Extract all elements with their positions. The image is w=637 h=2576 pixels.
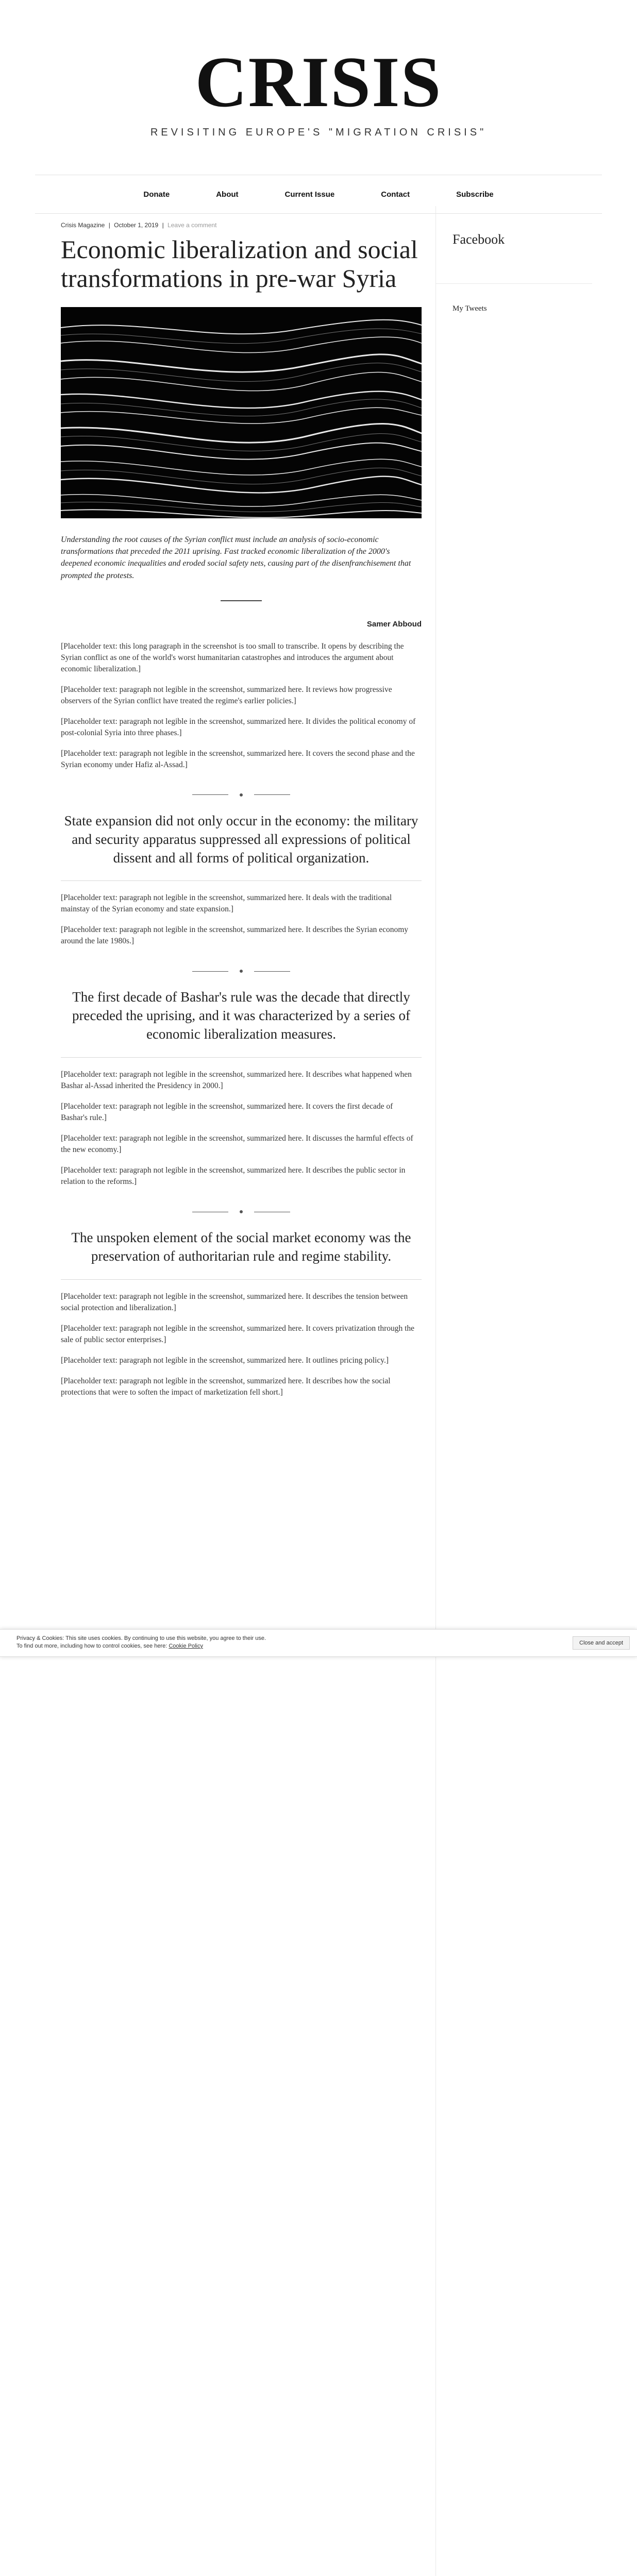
quote-rule — [61, 1279, 422, 1280]
post-date[interactable]: October 1, 2019 — [114, 222, 159, 229]
quote-rule — [61, 1057, 422, 1058]
body-paragraph: [Placeholder text: paragraph not legible in the screenshot, summarized here. It covers the second phase and the Syrian economy under Hafiz al-Assad.] — [61, 749, 415, 769]
section-1 — [61, 641, 422, 771]
nav-subscribe[interactable]: Subscribe — [456, 190, 494, 199]
post-category[interactable]: Crisis Magazine — [61, 222, 105, 229]
nav-donate[interactable]: Donate — [143, 190, 170, 199]
nav-contact[interactable]: Contact — [381, 190, 410, 199]
cookie-text-prefix: To find out more, including how to control cookies, see here: — [16, 1642, 167, 1649]
featured-image — [61, 307, 422, 518]
body-paragraph: [Placeholder text: paragraph not legible in the screenshot, summarized here. It outlines pricing policy.] — [61, 1356, 389, 1365]
pull-quote: The first decade of Bashar's rule was the decade that directly preceded the uprising, and it was characterized by a series of economic liberalization measures. — [72, 989, 410, 1042]
body-paragraph: [Placeholder text: paragraph not legible in the screenshot, summarized here. It describes the tension between social protection and liberalization.] — [61, 1292, 408, 1312]
meta-separator: | — [108, 222, 110, 229]
comments-link[interactable]: Leave a comment — [167, 222, 217, 229]
cookie-text-line1: Privacy & Cookies: This site uses cookies. By continuing to use this website, you agree to their use. — [16, 1635, 266, 1641]
quote-rule — [61, 880, 422, 881]
sidebar-divider — [436, 283, 592, 284]
post-title: Economic liberalization and social transformations in pre-war Syria — [61, 235, 418, 293]
body-paragraph: [Placeholder text: paragraph not legible in the screenshot, summarized here. It covers privatization through the sale of public sector enterprises.] — [61, 1324, 415, 1344]
cookie-close-accept-button[interactable]: Close and accept — [573, 1636, 630, 1650]
section-4 — [61, 1229, 422, 1398]
divider-dot — [240, 1210, 243, 1213]
tweets-widget-heading[interactable]: My Tweets — [452, 304, 487, 313]
body-paragraph: [Placeholder text: paragraph not legible in the screenshot, summarized here. It describes how the social protections that were to soften the impact of marketization fell short.] — [61, 1377, 391, 1397]
body-paragraph: [Placeholder text: paragraph not legible in the screenshot, summarized here. It covers the first decade of Bashar's rule.] — [61, 1102, 393, 1123]
body-paragraph: [Placeholder text: paragraph not legible in the screenshot, summarized here. It describes what happened when Bashar al-Assad inherited the Presidency in 2000.] — [61, 1070, 412, 1091]
section-divider — [61, 1210, 422, 1213]
body-paragraph: [Placeholder text: paragraph not legible in the screenshot, summarized here. It divides the political economy of post-colonial Syria into three phases.] — [61, 717, 416, 737]
body-paragraph: [Placeholder text: paragraph not legible in the screenshot, summarized here. It reviews how progressive observers of the Syrian conflict have treated the regime's earlier policies.] — [61, 685, 392, 705]
body-paragraph: [Placeholder text: paragraph not legible in the screenshot, summarized here. It describes the public sector in relation to the reforms.] — [61, 1166, 406, 1187]
site-title[interactable]: CRISIS — [195, 42, 442, 122]
pull-quote: The unspoken element of the social market economy was the preservation of authoritarian rule and regime stability. — [71, 1230, 411, 1264]
sidebar — [435, 206, 576, 2576]
divider-line — [254, 794, 290, 795]
post-meta — [61, 222, 422, 229]
excerpt-divider — [221, 600, 262, 601]
nav-about[interactable]: About — [216, 190, 239, 199]
body-paragraph: [Placeholder text: paragraph not legible in the screenshot, summarized here. It deals with the traditional mainstay of the Syrian economy and state expansion.] — [61, 893, 392, 914]
section-divider — [61, 793, 422, 796]
divider-dot — [240, 970, 243, 973]
cookie-policy-link[interactable]: Cookie Policy — [169, 1642, 203, 1649]
section-divider — [61, 970, 422, 973]
divider-dot — [240, 793, 243, 796]
cookie-text-line2 — [16, 1642, 266, 1650]
section-3 — [61, 988, 422, 1188]
body-paragraph: [Placeholder text: paragraph not legible in the screenshot, summarized here. It discusses the harmful effects of the new economy.] — [61, 1134, 413, 1155]
nav-current-issue[interactable]: Current Issue — [284, 190, 335, 199]
body-paragraph: [Placeholder text: this long paragraph in the screenshot is too small to transcribe. It opens by describing the Syrian conflict as one of the world's worst humanitarian catastrophes and introduces the argument about economic liberalization.] — [61, 641, 404, 673]
divider-line — [254, 971, 290, 972]
meta-separator: | — [162, 222, 164, 229]
divider-line — [192, 794, 228, 795]
body-paragraph: [Placeholder text: paragraph not legible in the screenshot, summarized here. It describes the Syrian economy around the late 1980s.] — [61, 925, 409, 946]
site-tagline: REVISITING EUROPE'S "MIGRATION CRISIS" — [150, 127, 487, 138]
post-author: Samer Abboud — [366, 619, 422, 629]
divider-line — [192, 971, 228, 972]
cookie-banner — [0, 1629, 637, 1657]
pull-quote: State expansion did not only occur in the economy: the military and security apparatus suppressed all expressions of political dissent and all forms of political organization. — [64, 812, 418, 866]
facebook-widget-heading: Facebook — [452, 232, 505, 247]
post-excerpt: Understanding the root causes of the Syrian conflict must include an analysis of socio-economic transformations that preceded the 2011 uprising. Fast tracked economic liberalization of the 2000's deepened economic inequalities and eroded social safety nets, causing part of the disenfranchisement that prompted the protests. — [61, 535, 411, 580]
site-header — [0, 0, 637, 139]
article — [61, 222, 422, 1408]
cookie-text — [16, 1635, 266, 1650]
section-2 — [61, 812, 422, 947]
